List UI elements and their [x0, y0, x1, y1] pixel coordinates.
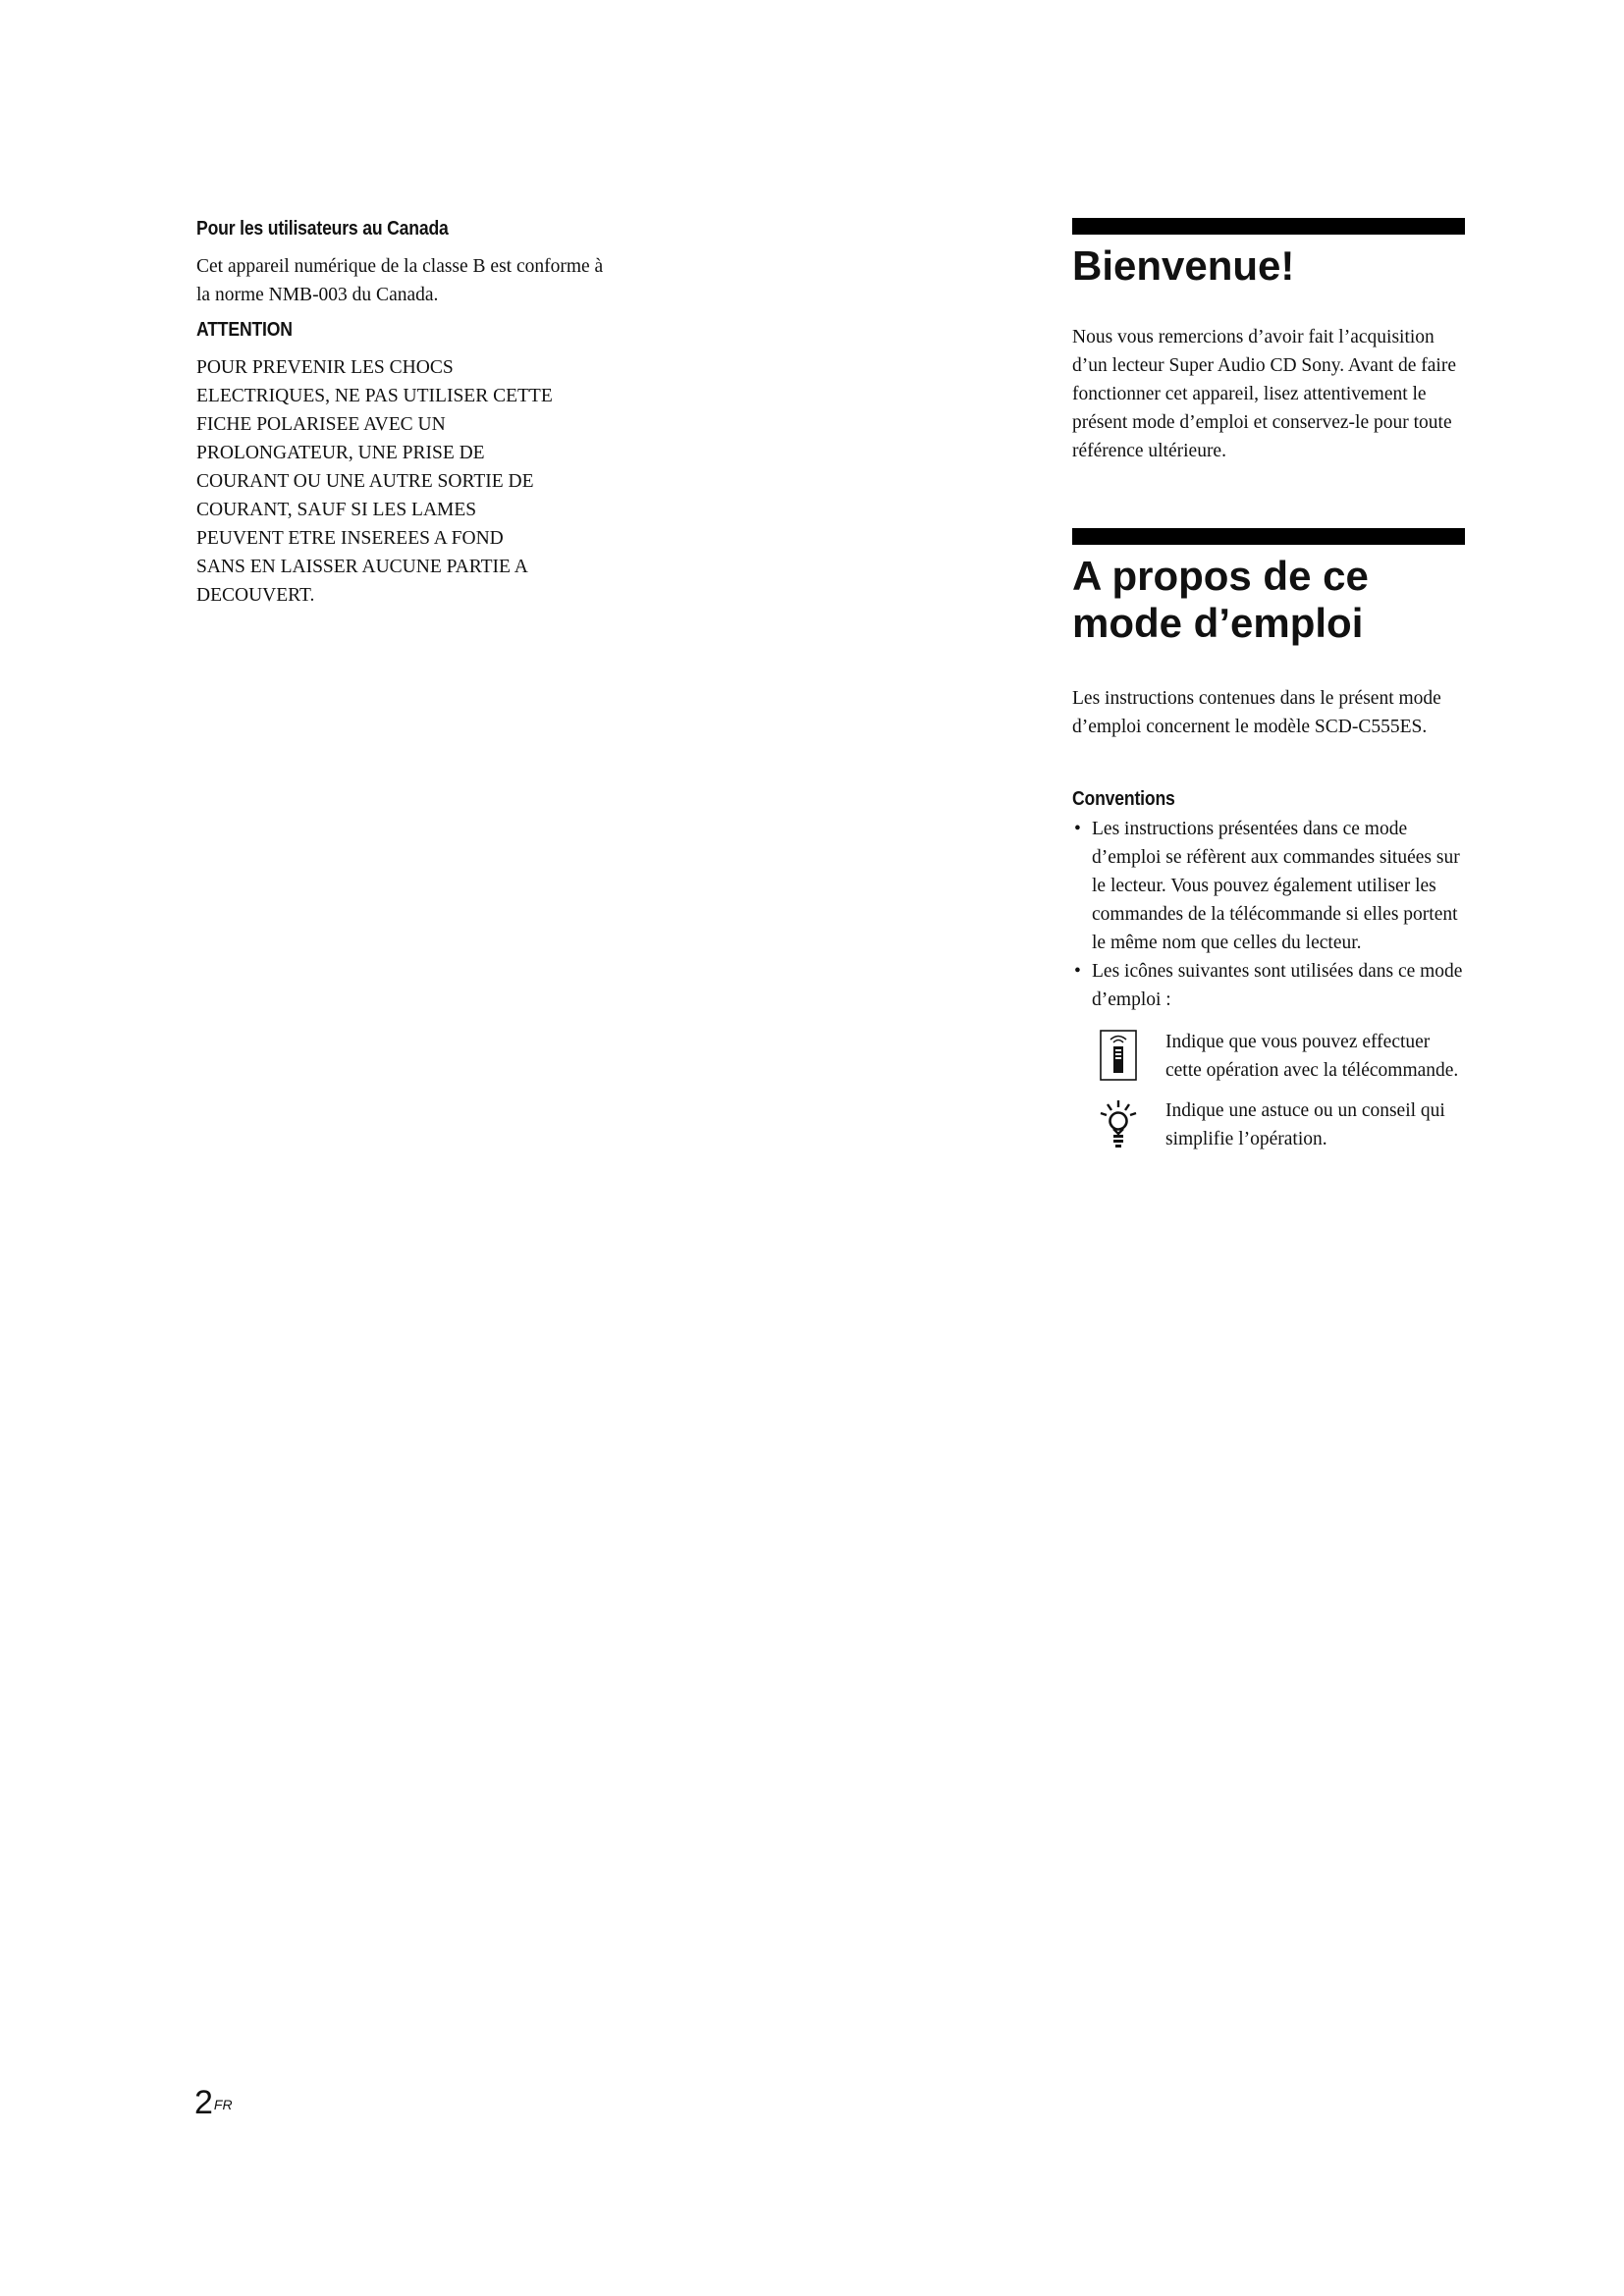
section-rule [1072, 528, 1465, 545]
icon-legend-text: Indique que vous pouvez effectuer cette opération avec la télécommande. [1165, 1032, 1459, 1081]
remote-control-icon [1100, 1030, 1137, 1081]
icon-legend-tip [1072, 1096, 1465, 1153]
conventions-heading: Conventions [1072, 788, 1175, 810]
about-title: A propos de ce mode d’emploi [1072, 553, 1369, 646]
page-number [194, 2085, 233, 2120]
light-bulb-tip-icon [1100, 1098, 1137, 1149]
right-column [1072, 218, 1465, 1153]
conventions-list [1072, 815, 1465, 1014]
attention-heading: ATTENTION [196, 319, 293, 341]
list-item-text: Les instructions présentées dans ce mode d’emploi se réfèrent aux commandes situées sur le lecteur. Vous pouvez également utiliser les commandes de la télécommande si elles portent le même nom que celles du lecteur. [1092, 819, 1460, 953]
list-item [1072, 815, 1465, 957]
page-number-value: 2 [194, 2084, 213, 2121]
attention-text: POUR PREVENIR LES CHOCS ELECTRIQUES, NE PAS UTILISER CETTE FICHE POLARISEE AVEC UN PROLONGATEUR, UNE PRISE DE COURANT OU UNE AUTRE SORTIE DE COURANT, SAUF SI LES LAMES PEUVENT ETRE INSEREES A FOND SANS EN LAISSER AUCUNE PARTIE A DECOUVERT. [196, 357, 553, 606]
list-item-text: Les icônes suivantes sont utilisées dans ce mode d’emploi : [1092, 961, 1463, 1010]
icon-legend-remote [1072, 1028, 1465, 1085]
canada-heading: Pour les utilisateurs au Canada [196, 218, 449, 240]
section-rule [1072, 218, 1465, 235]
page-number-suffix: FR [213, 2097, 233, 2112]
left-column [196, 218, 619, 610]
welcome-text: Nous vous remercions d’avoir fait l’acquisition d’un lecteur Super Audio CD Sony. Avant de faire fonctionner cet appareil, lisez attentivement le présent mode d’emploi et conservez-le pour toute référence ultérieure. [1072, 327, 1456, 461]
about-text: Les instructions contenues dans le présent mode d’emploi concernent le modèle SCD-C555ES. [1072, 688, 1441, 737]
bullet-glyph: • [1074, 819, 1081, 839]
icon-legend-text: Indique une astuce ou un conseil qui simplifie l’opération. [1165, 1100, 1445, 1149]
canada-text: Cet appareil numérique de la classe B est conforme à la norme NMB-003 du Canada. [196, 256, 604, 305]
bullet-glyph: • [1074, 961, 1081, 982]
welcome-title: Bienvenue! [1072, 242, 1295, 289]
list-item [1072, 957, 1465, 1014]
